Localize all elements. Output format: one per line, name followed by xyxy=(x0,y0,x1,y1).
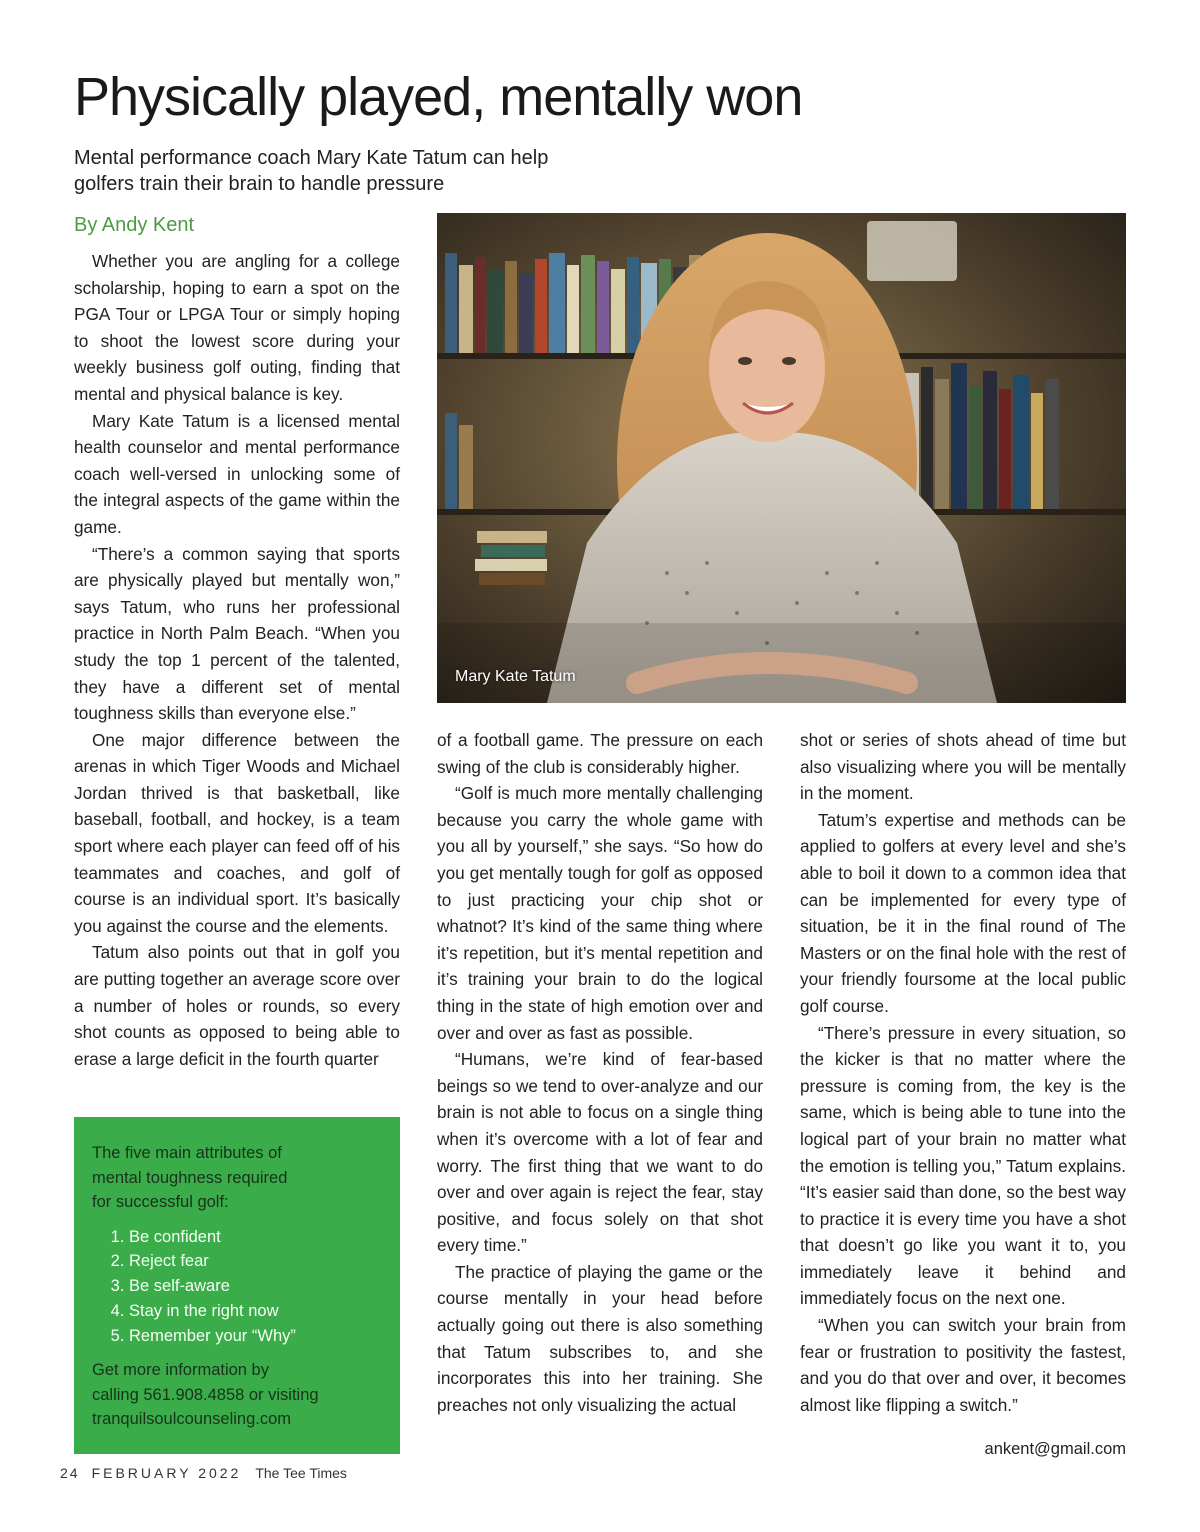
paragraph: Mary Kate Tatum is a licensed mental health counselor and mental performance coach well-versed in unlocking some of the integral aspects of the game within the game. xyxy=(74,410,400,537)
list-item: 5. Remember your “Why” xyxy=(129,1324,382,1349)
sidebar-intro xyxy=(92,1141,382,1215)
page-number: 24 xyxy=(60,1465,80,1481)
publication-name: The Tee Times xyxy=(255,1465,347,1481)
attributes-list xyxy=(92,1225,382,1349)
sidebar-intro-line: for successful golf: xyxy=(92,1193,229,1211)
sidebar-intro-line: The five main attributes of xyxy=(92,1144,282,1162)
paragraph: Tatum also points out that in golf you are putting together an average score over a number of holes or rounds, so every shot counts as opposed to being able to erase a large deficit in the fourth quarter xyxy=(74,942,400,1069)
byline: By Andy Kent xyxy=(74,214,195,236)
article-column-1 xyxy=(74,248,400,1072)
paragraph: Tatum’s expertise and methods can be applied to golfers at every level and she’s able to boil it down to a common idea that can be implemented for every type of situation, be it in the final round of The Masters or on the final hole with the rest of your friendly foursome at the local public golf course. xyxy=(800,809,1126,1016)
paragraph: of a football game. The pressure on each swing of the club is considerably higher. xyxy=(437,730,763,777)
subtitle-line: Mental performance coach Mary Kate Tatum can help xyxy=(74,147,549,169)
paragraph: “Humans, we’re kind of fear-based beings so we tend to over-analyze and our brain is not able to focus on a single thing when it’s overcome with a lot of fear and worry. The first thing that we want to do over and over again is reject the fear, stay positive, and focus solely on that shot every time.” xyxy=(437,1049,763,1256)
article-column-3 xyxy=(800,727,1126,1418)
paragraph: “When you can switch your brain from fear or frustration to positivity the fastest, and you do that over and over, it becomes almost like flipping a switch.” xyxy=(800,1315,1126,1415)
portrait-photo xyxy=(437,213,1126,703)
paragraph: The practice of playing the game or the course mentally in your head before actually going out there is also something that Tatum subscribes to, and she incorporates this into her training. She preaches not only visualizing the actual xyxy=(437,1261,763,1415)
paragraph: One major difference between the arenas in which Tiger Woods and Michael Jordan thrived is that basketball, like baseball, football, and hockey, is a team sport where each player can feed off of his teammates and coaches, and golf of course is an individual sport. It’s basically you against the course and the elements. xyxy=(74,729,400,936)
sidebar-contact-line: calling 561.908.4858 or visiting xyxy=(92,1385,319,1404)
list-item: 4. Stay in the right now xyxy=(129,1299,382,1324)
list-item: 2. Reject fear xyxy=(129,1249,382,1274)
subtitle-line: golfers train their brain to handle pressure xyxy=(74,173,445,195)
article-column-2 xyxy=(437,727,763,1418)
issue-date: FEBRUARY 2022 xyxy=(91,1465,242,1481)
list-item: 1. Be confident xyxy=(129,1225,382,1250)
list-item: 3. Be self-aware xyxy=(129,1274,382,1299)
sidebar-box xyxy=(74,1117,400,1454)
page-footer xyxy=(60,1462,347,1484)
photo-caption: Mary Kate Tatum xyxy=(455,668,576,685)
paragraph: shot or series of shots ahead of time but also visualizing where you will be mentally in the moment. xyxy=(800,730,1126,804)
paragraph: Whether you are angling for a college scholarship, hoping to earn a spot on the PGA Tour or LPGA Tour or simply hoping to shoot the lowest score during your weekly business golf outing, finding that mental and physical balance is key. xyxy=(74,251,400,404)
paragraph: “There’s a common saying that sports are physically played but mentally won,” says Tatum, who runs her professional practice in North Palm Beach. “When you study the top 1 percent of the talented, they have a different set of mental toughness skills than everyone else.” xyxy=(74,543,400,724)
sidebar-contact-line: Get more information by xyxy=(92,1361,269,1380)
article-subtitle xyxy=(74,145,634,197)
sidebar-contact xyxy=(92,1358,382,1432)
paragraph: “Golf is much more mentally challenging because you carry the whole game with you all by yourself,” she says. “So how do you get mentally tough for golf as opposed to just practicing your chip shot or whatnot? It’s kind of the same thing where it’s repetition, but it’s mental repetition and it’s training your brain to do the logical thing in the state of high emotion over and over and over as fast as possible. xyxy=(437,783,763,1043)
sidebar-website[interactable]: tranquilsoulcounseling.com xyxy=(92,1410,292,1429)
author-email[interactable]: ankent@gmail.com xyxy=(984,1440,1126,1458)
paragraph: “There’s pressure in every situation, so the kicker is that no matter where the pressure is coming from, the key is the same, which is being able to tune into the logical part of your brain no matter what the emotion is telling you,” Tatum explains. “It’s easier said than done, so the best way to practice it is every time you have a shot that doesn’t go like you want it to, you immediately leave it behind and immediately focus on the next one. xyxy=(800,1022,1126,1309)
portrait-illustration xyxy=(437,213,1126,703)
sidebar-intro-line: mental toughness required xyxy=(92,1168,288,1187)
article-title: Physically played, mentally won xyxy=(74,67,803,127)
